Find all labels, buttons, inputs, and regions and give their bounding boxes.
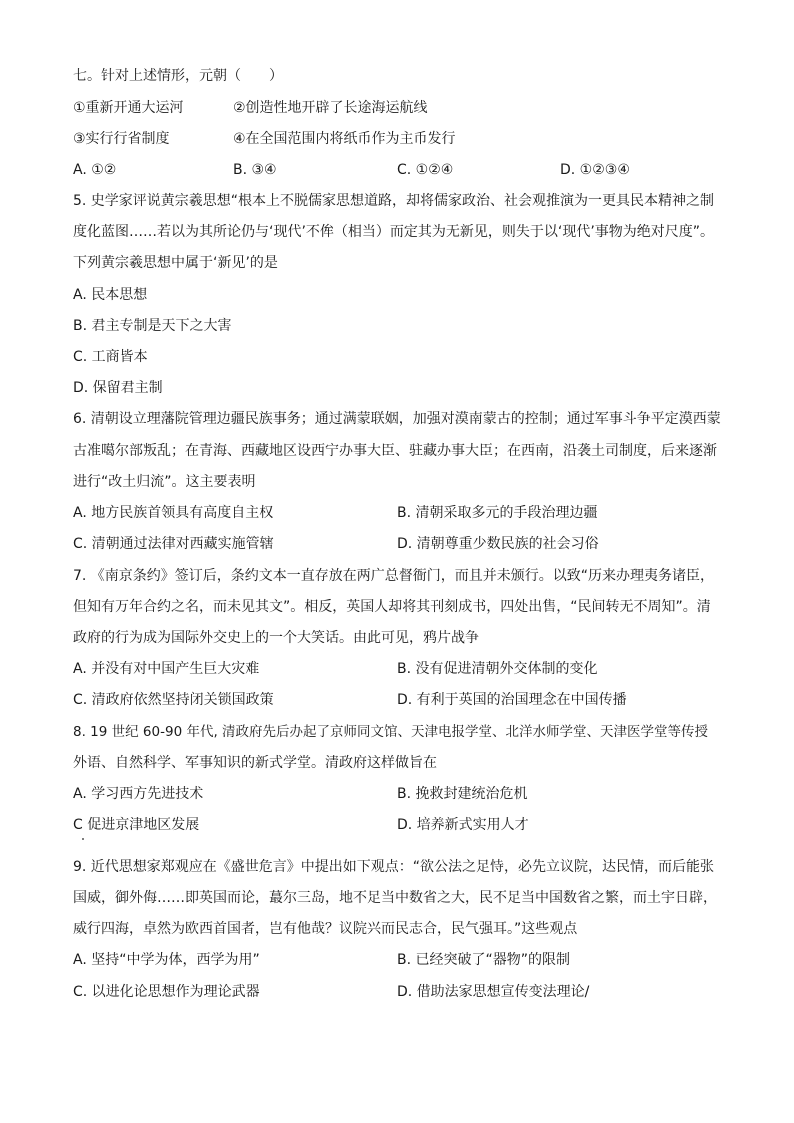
- q5-choice-a[interactable]: A. 民本思想: [73, 287, 148, 303]
- q7-choice-b[interactable]: B. 没有促进清朝外交体制的变化: [397, 661, 598, 677]
- q4-choice-a[interactable]: A. ①②: [73, 162, 117, 178]
- q6-choice-c[interactable]: C. 清朝通过法律对西藏实施管辖: [73, 536, 274, 552]
- q5-choice-d[interactable]: D. 保留君主制: [73, 380, 163, 396]
- q7-stem-line-3: 政府的行为成为国际外交史上的一个大笑话。由此可见，鸦片战争: [73, 630, 479, 646]
- q4-statement-2: ②创造性地开辟了长途海运航线: [233, 100, 428, 116]
- q9-choice-a[interactable]: A. 坚持“中学为体，西学为用”: [73, 952, 260, 968]
- q6-choice-a[interactable]: A. 地方民族首领具有高度自主权: [73, 505, 274, 521]
- q6-choice-d[interactable]: D. 清朝尊重少数民族的社会习俗: [397, 536, 599, 552]
- q8-choice-a[interactable]: A. 学习西方先进技术: [73, 786, 204, 802]
- q6-stem-line-3: 进行“改土归流”。这主要表明: [73, 474, 256, 490]
- q4-statement-1: ①重新开通大运河: [73, 100, 184, 116]
- q6-choice-b[interactable]: B. 清朝采取多元的手段治理边疆: [397, 505, 598, 521]
- q8-choice-d[interactable]: D. 培养新式实用人才: [397, 817, 529, 833]
- q8-choice-b[interactable]: B. 挽救封建统治危机: [397, 786, 528, 802]
- q9-choice-c[interactable]: C. 以进化论思想作为理论武器: [73, 984, 260, 1000]
- q7-choice-d[interactable]: D. 有利于英国的治国理念在中国传播: [397, 692, 627, 708]
- q5-choice-c[interactable]: C. 工商皆本: [73, 349, 148, 365]
- q7-choice-c[interactable]: C. 清政府依然坚持闭关锁国政策: [73, 692, 274, 708]
- q9-choice-b[interactable]: B. 已经突破了“器物”的限制: [397, 952, 571, 968]
- q5-stem-line-2: 度化蓝图……若以为其所论仍与‘现代’不侔（相当）而定其为无新见，则失于以‘现代’事物为绝对尺度”。: [73, 224, 715, 240]
- q6-stem-line-1: 6. 清朝设立理藩院管理边疆民族事务；通过满蒙联姻，加强对漠南蒙古的控制；通过军事斗争平定漠西蒙: [73, 411, 721, 427]
- q9-stem-line-3: 威行四海，卓然为欧西首国者，岂有他哉？议院兴而民志合，民气强耳。”这些观点: [73, 921, 578, 937]
- q9-choice-d[interactable]: D. 借助法家思想宣传变法理论/: [397, 984, 590, 1000]
- q7-stem-line-1: 7. 《南京条约》签订后，条约文本一直存放在两广总督衙门，而且并未颁行。以致“历来办理夷务诸臣，: [73, 568, 715, 584]
- q9-stem-line-1: 9. 近代思想家郑观应在《盛世危言》中提出如下观点：“欲公法之足恃，必先立议院，达民情，而后能张: [73, 859, 715, 875]
- q4-statement-3: ③实行行省制度: [73, 131, 170, 147]
- q4-choice-b[interactable]: B. ③④: [233, 162, 277, 178]
- q8-choice-c[interactable]: C 促进京津地区发展: [73, 817, 200, 833]
- q5-choice-b[interactable]: B. 君主专制是天下之大害: [73, 318, 232, 334]
- q8-stem-line-2: 外语、自然科学、军事知识的新式学堂。清政府这样做旨在: [73, 755, 437, 771]
- q4-choice-c[interactable]: C. ①②④: [397, 162, 454, 178]
- q5-stem-line-1: 5. 史学家评说黄宗羲思想“根本上不脱儒家思想道路，却将儒家政治、社会观推演为一更具民本精神之制: [73, 193, 715, 209]
- q4-statement-4: ④在全国范围内将纸币作为主币发行: [233, 131, 456, 147]
- q8-stem-line-1: 8. 19 世纪 60-90 年代, 清政府先后办起了京师同文馆、天津电报学堂、北洋水师学堂、天津医学堂等传授: [73, 724, 709, 740]
- q4-choice-d[interactable]: D. ①②③④: [560, 162, 630, 178]
- q7-stem-line-2: 但知有万年合约之名，而未见其文”。相反，英国人却将其刊刻成书，四处出售，“民间转无不周知”。清: [73, 599, 711, 615]
- q7-choice-a[interactable]: A. 并没有对中国产生巨大灾难: [73, 661, 260, 677]
- stray-mark: [82, 838, 84, 840]
- q9-stem-line-2: 国威，御外侮……即英国而论，蕞尔三岛，地不足当中数省之大，民不足当中国数省之繁，而土宇日辟，: [73, 890, 717, 906]
- q5-stem-line-3: 下列黄宗羲思想中属于‘新见’的是: [73, 255, 278, 271]
- q4-stem: 七。针对上述情形，元朝（ ）: [73, 68, 283, 84]
- q6-stem-line-2: 古准噶尔部叛乱；在青海、西藏地区设西宁办事大臣、驻藏办事大臣；在西南，沿袭土司制度，后来逐渐: [73, 443, 717, 459]
